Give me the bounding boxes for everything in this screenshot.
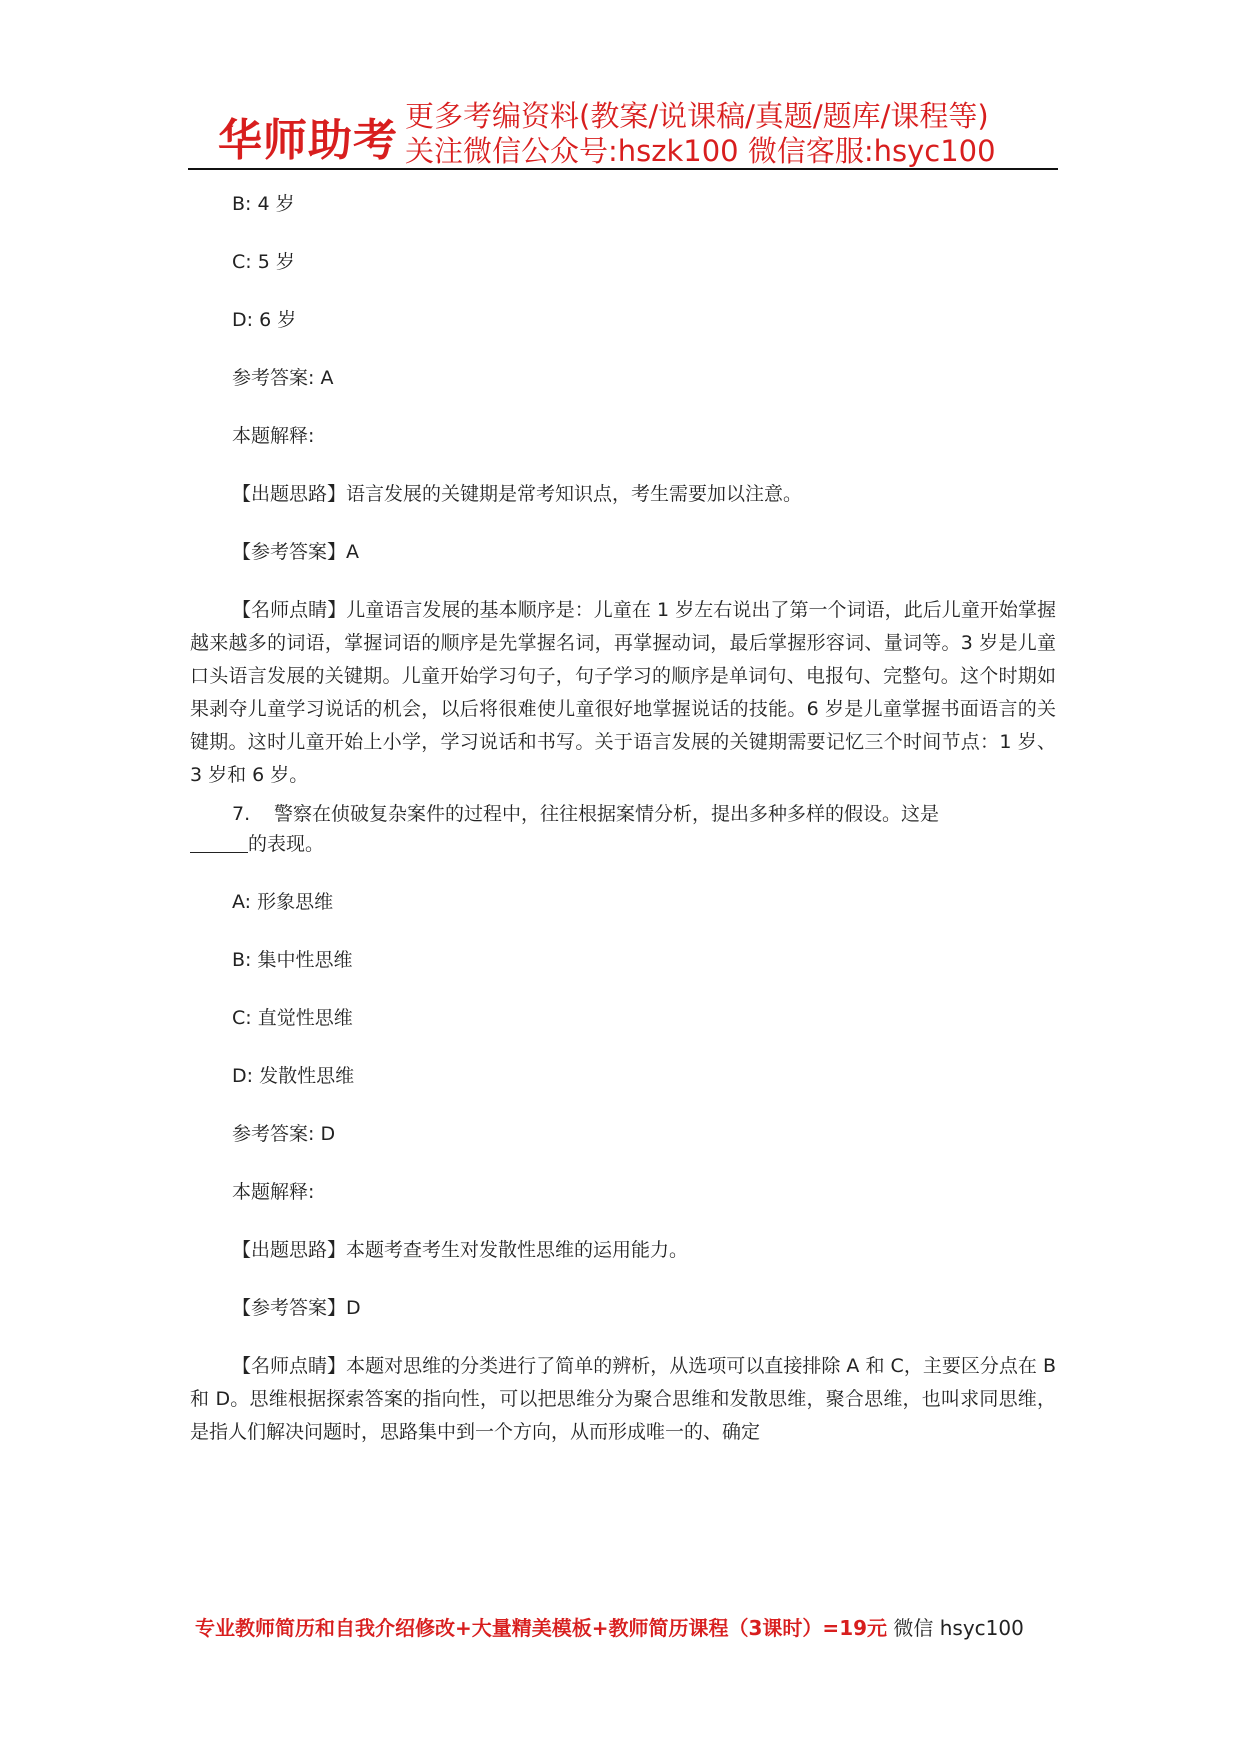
q7-option-b: B: 集中性思维 — [232, 949, 353, 971]
q7-option-d: D: 发散性思维 — [232, 1065, 355, 1087]
header-divider — [188, 168, 1058, 170]
q6-option-d: D: 6 岁 — [232, 309, 297, 331]
footer-wechat: 微信 hsyc100 — [887, 1616, 1024, 1640]
q7-stem-line-2 — [190, 828, 324, 861]
q7-stem-text: 警察在侦破复杂案件的过程中，往往根据案情分析，提出多种多样的假设。这是 — [274, 803, 940, 825]
q6-reference-answer: 【参考答案】A — [232, 541, 359, 563]
header-promo-line-2: 关注微信公众号:hszk100 微信客服:hsyc100 — [405, 134, 996, 168]
q6-option-c: C: 5 岁 — [232, 251, 295, 273]
q7-number: 7. — [232, 803, 251, 825]
header-promo-line-1: 更多考编资料(教案/说课稿/真题/题库/课程等) — [405, 99, 989, 133]
q6-option-b: B: 4 岁 — [232, 193, 295, 215]
q7-answer: 参考答案: D — [232, 1123, 336, 1145]
q7-option-c: C: 直觉性思维 — [232, 1007, 353, 1029]
footer-promo-text: 专业教师简历和自我介绍修改+大量精美模板+教师简历课程（3课时）=19元 — [195, 1616, 888, 1640]
q6-explanation-label: 本题解释: — [232, 425, 315, 447]
page-header — [190, 88, 1060, 168]
q7-explanation-label: 本题解释: — [232, 1181, 315, 1203]
q6-teacher-comment: 【名师点睛】儿童语言发展的基本顺序是：儿童在 1 岁左右说出了第一个词语，此后儿童开始掌握越来越多的词语，掌握词语的顺序是先掌握名词，再掌握动词，最后掌握形容词、量词等。3 岁是儿童口头语言发展的关键期。儿童开始学习句子，句子学习的顺序是单词句、电报句、完整句。这个时期如果剥夺儿童学习说话的机会，以后将很难使儿童很好地掌握说话的技能。6 岁是儿童掌握书面语言的关键期。这时儿童开始上小学，学习说话和书写。关于语言发展的关键期需要记忆三个时间节点：1 岁、3 岁和 6 岁。 — [190, 599, 1056, 786]
footer-promo — [195, 1612, 1024, 1641]
q6-idea: 【出题思路】语言发展的关键期是常考知识点，考生需要加以注意。 — [232, 483, 803, 505]
q6-answer: 参考答案: A — [232, 367, 334, 389]
q7-teacher-comment: 【名师点睛】本题对思维的分类进行了简单的辨析，从选项可以直接排除 A 和 C，主要区分点在 B 和 D。思维根据探索答案的指向性，可以把思维分为聚合思维和发散思维，聚合思维，也叫求同思维，是指人们解决问题时，思路集中到一个方向，从而形成唯一的、确定 — [190, 1355, 1056, 1443]
brand-logo-text: 华师助考 — [218, 115, 398, 166]
q7-reference-answer: 【参考答案】D — [232, 1297, 361, 1319]
q7-stem-suffix: 的表现。 — [248, 833, 325, 855]
q7-stem-line-1 — [232, 798, 939, 831]
q7-answer-blank — [190, 832, 248, 853]
q7-idea: 【出题思路】本题考查考生对发散性思维的运用能力。 — [232, 1239, 689, 1261]
q7-option-a: A: 形象思维 — [232, 891, 334, 913]
